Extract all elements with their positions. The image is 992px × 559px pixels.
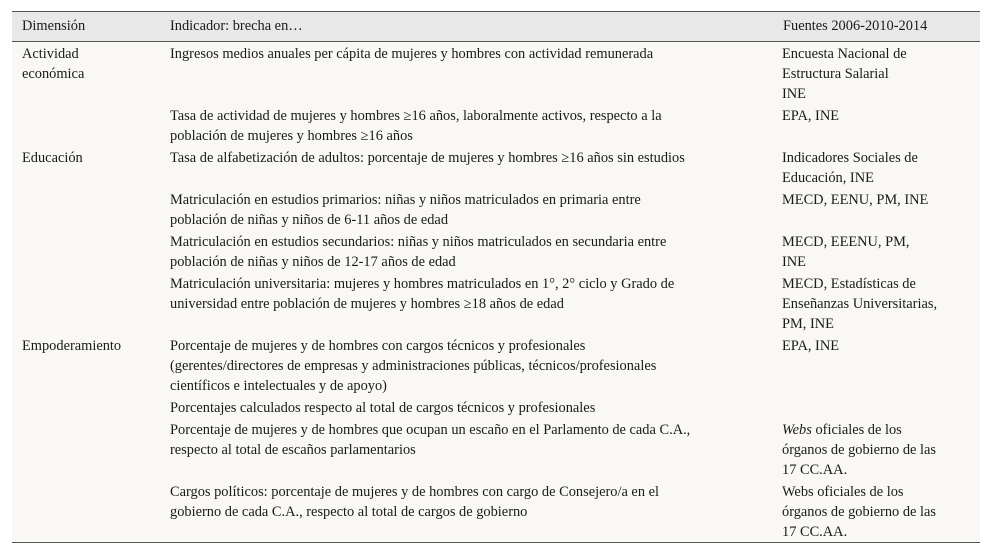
header-dimension: Dimensión	[22, 18, 86, 34]
indicator-cell: Tasa de actividad de mujeres y hombres ≥16 años, laboralmente activos, respecto a la población de mujeres y hombres ≥16 años	[170, 108, 662, 144]
dimension-cell	[12, 480, 160, 543]
source-cell	[773, 396, 980, 418]
dimension-cell	[12, 104, 160, 146]
table-row	[12, 230, 980, 272]
table-row	[12, 480, 980, 543]
table-row	[12, 418, 980, 480]
source-cell: MECD, Estadísticas de Enseñanzas Universitarias, PM, INE	[782, 276, 938, 332]
indicator-cell: Matriculación en estudios primarios: niñas y niños matriculados en primaria entre población de niñas y niños de 6-11 años de edad	[170, 192, 641, 228]
table-row	[12, 146, 980, 188]
indicator-cell: Matriculación universitaria: mujeres y hombres matriculados en 1°, 2° ciclo y Grado de universidad entre población de mujeres y hombres ≥18 años de edad	[170, 276, 675, 312]
dimension-cell	[12, 418, 160, 480]
source-cell: Webs oficiales de los órganos de gobierno de las 17 CC.AA.	[782, 484, 936, 540]
indicator-cell: Tasa de alfabetización de adultos: porcentaje de mujeres y hombres ≥16 años sin estudios	[170, 150, 685, 166]
dimension-cell	[12, 188, 160, 230]
source-cell: Webs oficiales de los órganos de gobierno de las 17 CC.AA.	[782, 422, 936, 478]
indicator-cell: Ingresos medios anuales per cápita de mujeres y hombres con actividad remunerada	[170, 46, 654, 62]
dimension-cell	[12, 230, 160, 272]
indicator-cell: Matriculación en estudios secundarios: niñas y niños matriculados en secundaria entre población de niñas y niños de 12-17 años de edad	[170, 234, 667, 270]
source-cell: MECD, EENU, PM, INE	[782, 192, 929, 208]
dimension-cell: Empoderamiento	[22, 338, 122, 354]
table-row	[12, 396, 980, 418]
indicator-cell: Porcentaje de mujeres y de hombres que ocupan un escaño en el Parlamento de cada C.A., respecto al total de escaños parlamentarios	[170, 422, 691, 458]
table-row	[12, 272, 980, 334]
table-row	[12, 104, 980, 146]
indicator-cell: Porcentajes calculados respecto al total de cargos técnicos y profesionales	[170, 400, 596, 416]
table-row	[12, 42, 980, 105]
source-cell: EPA, INE	[782, 108, 840, 124]
sources-table-container	[12, 11, 980, 543]
source-cell: EPA, INE	[782, 338, 840, 354]
indicator-cell: Porcentaje de mujeres y de hombres con cargos técnicos y profesionales (gerentes/directores de empresas y administraciones públicas, técnicos/profesionales científicos e intelectuales y de apoyo)	[170, 338, 657, 394]
table-row	[12, 334, 980, 396]
header-indicator: Indicador: brecha en…	[170, 18, 303, 34]
source-cell: Indicadores Sociales de Educación, INE	[782, 150, 918, 186]
dimension-cell: Educación	[22, 150, 83, 166]
indicator-cell: Cargos políticos: porcentaje de mujeres y de hombres con cargo de Consejero/a en el gobierno de cada C.A., respecto al total de cargos de gobierno	[170, 484, 660, 520]
table-header-row	[12, 12, 980, 42]
dimension-cell	[12, 272, 160, 334]
header-sources: Fuentes 2006-2010-2014	[783, 18, 928, 34]
indicators-table	[12, 11, 980, 543]
source-cell: MECD, EEENU, PM, INE	[782, 234, 910, 270]
table-row	[12, 188, 980, 230]
source-cell: Encuesta Nacional de Estructura Salarial INE	[782, 46, 907, 102]
dimension-cell: Actividad económica	[22, 46, 85, 82]
dimension-cell	[12, 396, 160, 418]
